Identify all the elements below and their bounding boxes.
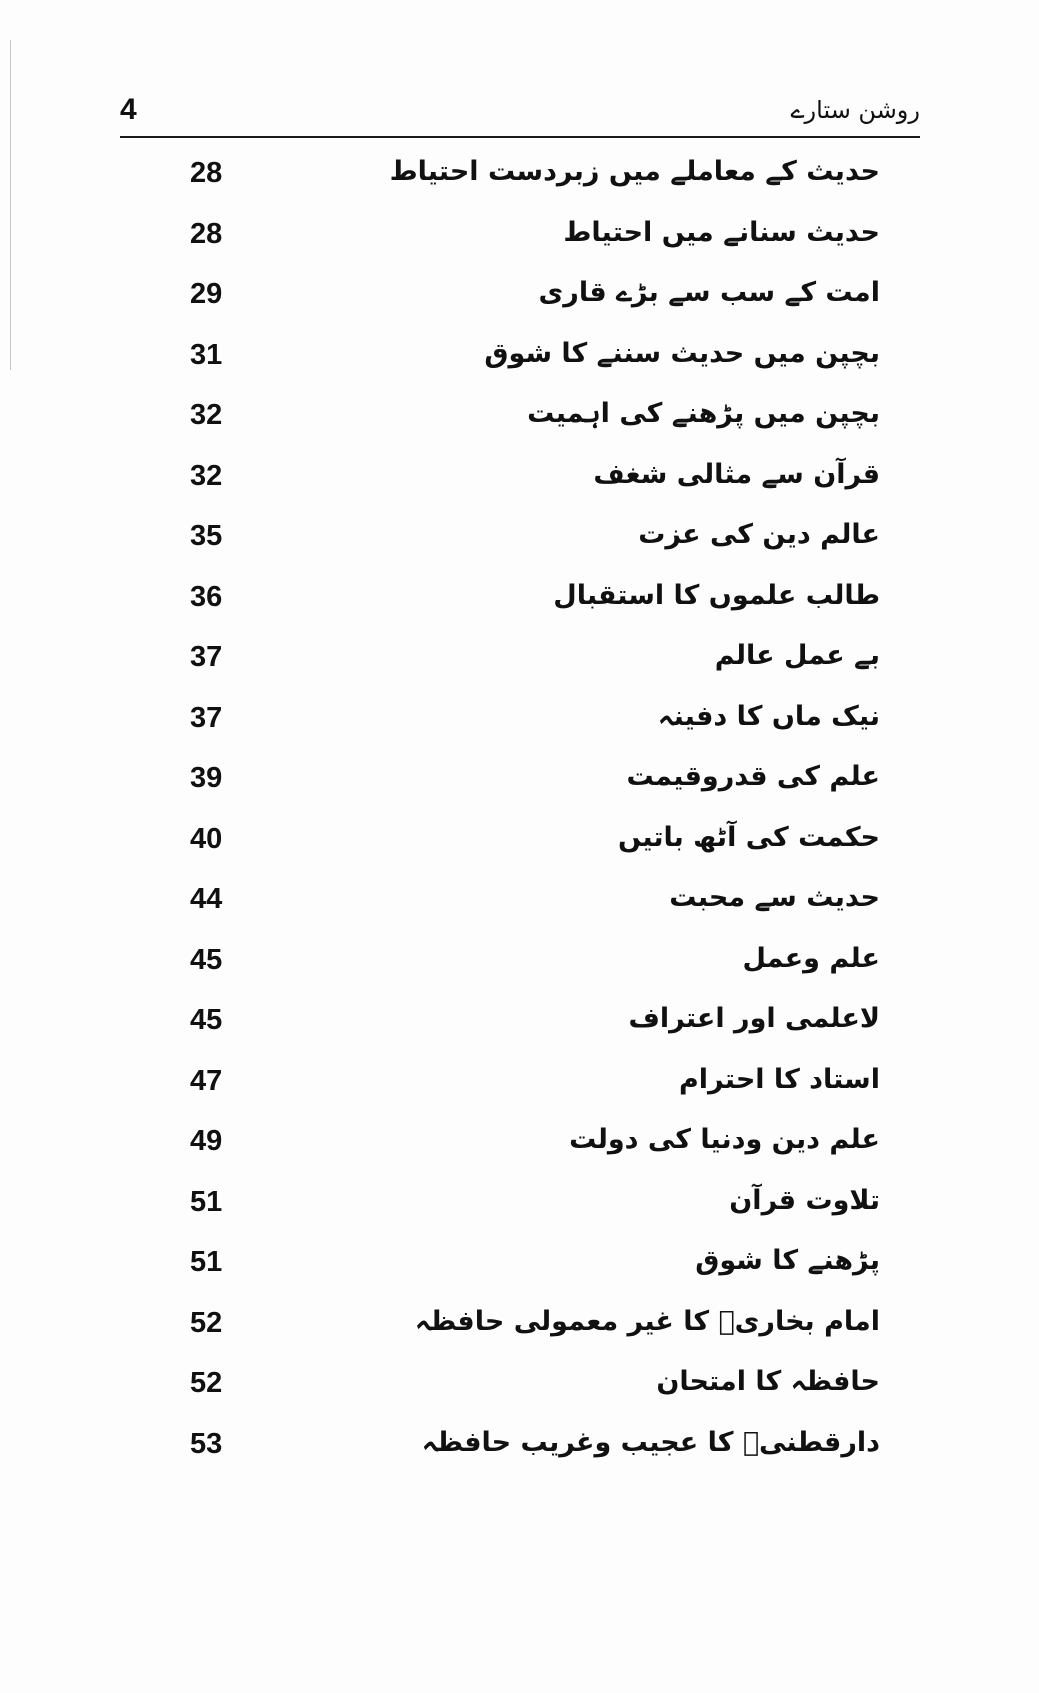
toc-entry-title: علم دین ودنیا کی دولت [569, 1124, 880, 1155]
toc-entry-title: بچپن میں پڑھنے کی اہمیت [527, 398, 880, 429]
running-title: روشن ستارے [790, 96, 920, 124]
toc-page-number: 53 [190, 1427, 223, 1460]
toc-page-number: 44 [190, 883, 223, 915]
table-of-contents [180, 148, 880, 1479]
toc-entry-title: حدیث سنانے میں احتیاط [563, 216, 880, 248]
toc-page-number: 39 [190, 762, 223, 794]
toc-page-number: 32 [190, 459, 223, 492]
toc-entry [180, 269, 880, 330]
toc-entry-title: بچپن میں حدیث سننے کا شوق [484, 337, 880, 369]
toc-page-number: 36 [190, 580, 223, 613]
toc-page-number: 45 [190, 1004, 223, 1036]
toc-entry [180, 935, 880, 996]
toc-entry-title: حکمت کی آٹھ باتیں [618, 821, 880, 853]
toc-page-number: 37 [190, 701, 223, 734]
toc-entry-title: دارقطنیؒ کا عجیب وغریب حافظہ [421, 1426, 880, 1458]
toc-entry-title: حافظہ کا امتحان [656, 1366, 880, 1397]
page-number: 4 [120, 93, 137, 126]
toc-entry-title: بے عمل عالم [714, 640, 880, 671]
toc-entry-title: نیک ماں کا دفینہ [657, 700, 880, 732]
toc-page-number: 28 [190, 157, 223, 189]
toc-entry-title: طالب علموں کا استقبال [553, 579, 880, 611]
toc-entry-title: علم وعمل [742, 942, 880, 974]
toc-entry-title: امام بخاریؒ کا غیر معمولی حافظہ [414, 1305, 880, 1337]
toc-page-number: 32 [190, 399, 223, 431]
toc-entry [180, 390, 880, 451]
toc-entry [180, 753, 880, 814]
toc-entry-title: تلاوت قرآن [729, 1184, 880, 1216]
toc-entry [180, 451, 880, 512]
toc-entry [180, 632, 880, 693]
toc-page-number: 35 [190, 520, 223, 552]
toc-page-number: 47 [190, 1064, 223, 1097]
toc-page-number: 49 [190, 1125, 223, 1157]
toc-page-number: 51 [190, 1185, 223, 1218]
page-edge-line [10, 40, 11, 370]
toc-page-number: 29 [190, 278, 223, 310]
toc-entry [180, 1298, 880, 1359]
toc-entry-title: قرآن سے مثالی شغف [593, 458, 880, 490]
toc-entry-title: لاعلمی اور اعتراف [628, 1003, 880, 1034]
page-header [120, 92, 920, 138]
toc-entry-title: امت کے سب سے بڑے قاری [538, 277, 880, 308]
toc-entry-title: حدیث سے محبت [669, 882, 880, 913]
toc-entry-title: پڑھنے کا شوق [695, 1245, 880, 1276]
toc-entry [180, 209, 880, 270]
toc-page-number: 52 [190, 1306, 223, 1339]
toc-entry [180, 148, 880, 209]
toc-page-number: 40 [190, 822, 223, 855]
toc-entry [180, 874, 880, 935]
toc-entry [180, 995, 880, 1056]
toc-page-number: 28 [190, 217, 223, 250]
toc-entry [180, 1358, 880, 1419]
toc-entry [180, 1237, 880, 1298]
toc-entry [180, 572, 880, 633]
toc-page-number: 37 [190, 641, 223, 673]
toc-entry [180, 330, 880, 391]
toc-entry-title: حدیث کے معاملے میں زبردست احتیاط [389, 156, 880, 187]
toc-entry [180, 693, 880, 754]
toc-entry-title: استاد کا احترام [678, 1063, 880, 1095]
toc-entry-title: علم کی قدروقیمت [626, 761, 880, 792]
toc-entry [180, 511, 880, 572]
toc-entry [180, 814, 880, 875]
toc-page-number: 51 [190, 1246, 223, 1278]
toc-entry [180, 1116, 880, 1177]
toc-page-number: 45 [190, 943, 223, 976]
toc-entry [180, 1056, 880, 1117]
toc-entry-title: عالم دین کی عزت [638, 519, 880, 550]
toc-page-number: 31 [190, 338, 223, 371]
toc-page-number: 52 [190, 1367, 223, 1399]
header-rule [120, 136, 920, 138]
toc-entry [180, 1177, 880, 1238]
toc-entry [180, 1419, 880, 1480]
